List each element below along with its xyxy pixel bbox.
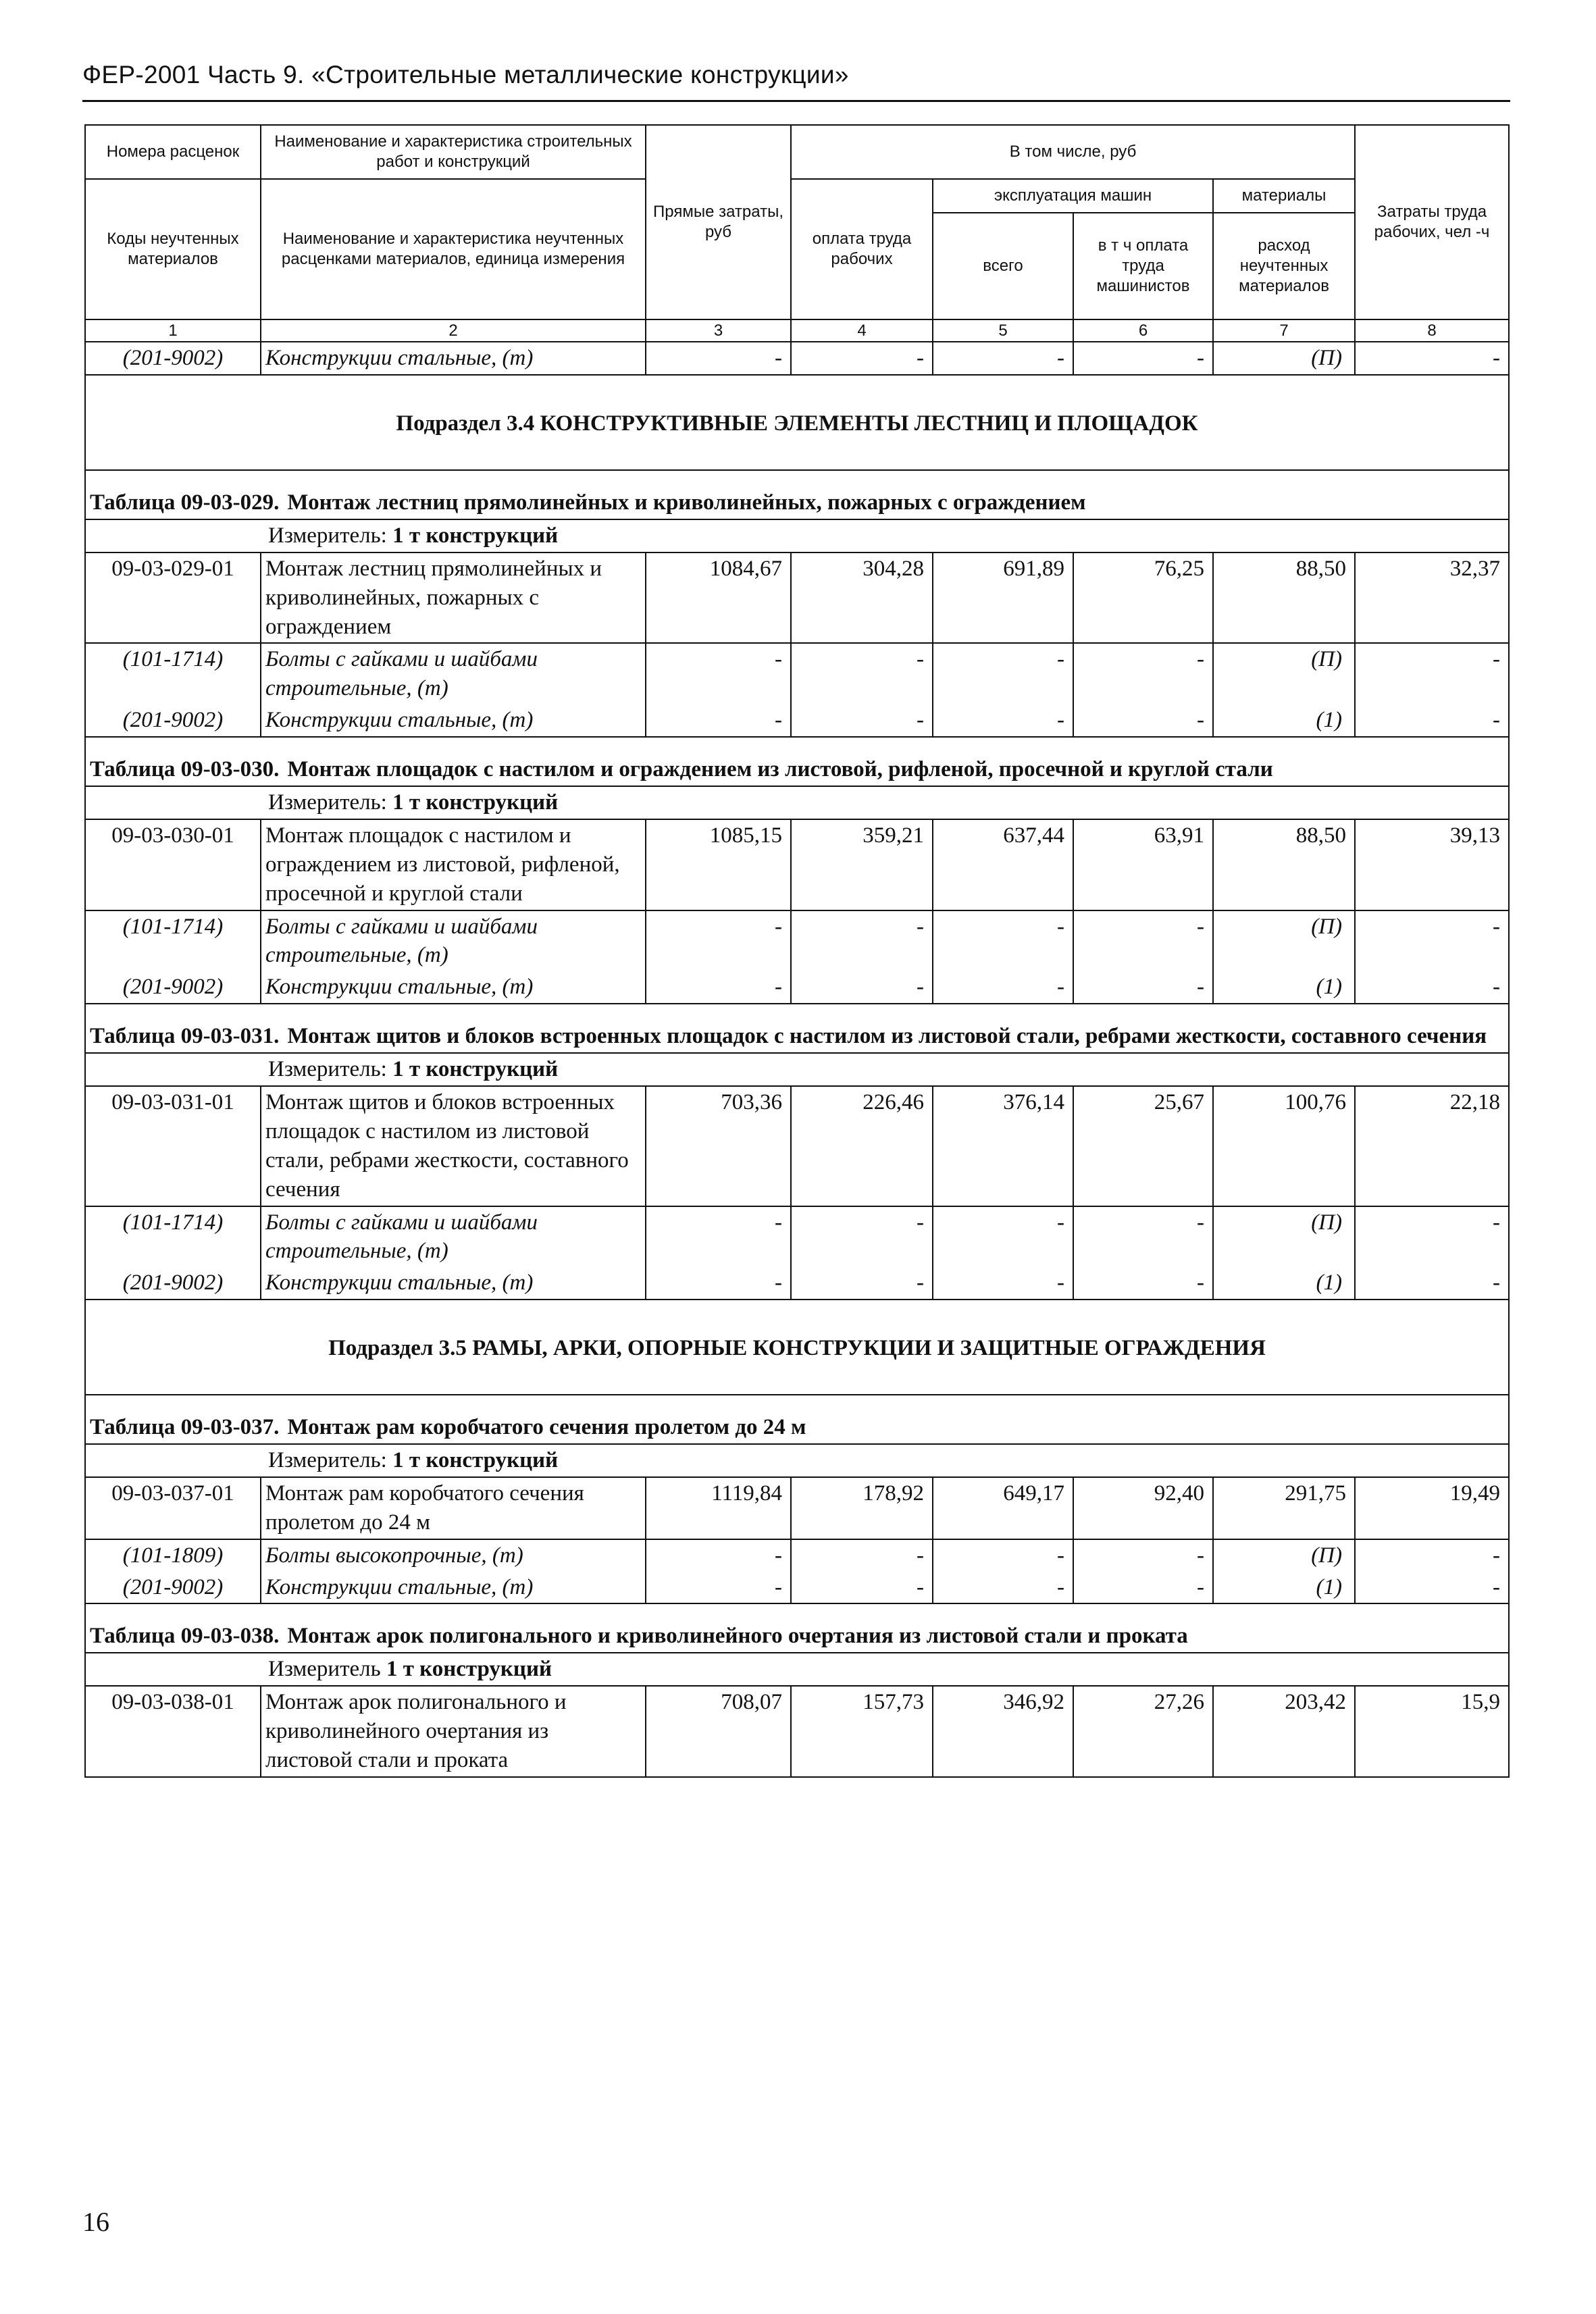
value-c5: 691,89 [933, 552, 1073, 644]
section-heading-row [85, 1300, 1509, 1395]
value-c6: - [1073, 971, 1213, 1004]
col-number: 3 [646, 319, 791, 342]
page-number: 16 [82, 2207, 109, 2237]
table-number: Таблица 09-03-030. [90, 757, 280, 782]
material-name: Конструкции стальные, (т) [261, 1572, 646, 1604]
material-code: (201-9002) [85, 704, 261, 737]
price-table-sheet [84, 124, 1508, 1778]
material-row [85, 1572, 1509, 1604]
value-c4: - [791, 704, 933, 737]
value-c8: - [1355, 342, 1509, 375]
value-c8: 15,9 [1355, 1686, 1509, 1777]
value-c6: - [1073, 1572, 1213, 1604]
table-title-row-cell [85, 470, 1509, 519]
value-c6: - [1073, 910, 1213, 972]
meter-label: Измеритель: [268, 523, 387, 548]
section-heading-row-cell [85, 1300, 1509, 1395]
value-c5: 346,92 [933, 1686, 1073, 1777]
value-c7: (1) [1213, 1572, 1355, 1604]
value-c4: 178,92 [791, 1477, 933, 1539]
section-heading-row-cell [85, 375, 1509, 470]
table-number: Таблица 09-03-031. [90, 1024, 280, 1049]
value-c3: - [646, 342, 791, 375]
table-title: Монтаж площадок с настилом и ограждением из листовой, рифленой, просечной и круглой стали [287, 757, 1273, 782]
meter-row [85, 1444, 1509, 1477]
table-title: Монтаж арок полигонального и криволинейного очертания из листовой стали и проката [287, 1624, 1188, 1649]
value-c4: - [791, 1267, 933, 1300]
material-code: (201-9002) [85, 1572, 261, 1604]
value-c7: (П) [1213, 1206, 1355, 1268]
value-c5: - [933, 643, 1073, 704]
material-code: (201-9002) [85, 342, 261, 375]
value-c6: - [1073, 704, 1213, 737]
value-c4: - [791, 910, 933, 972]
meter-value: 1 т конструкций [392, 523, 559, 548]
value-c4: 304,28 [791, 552, 933, 644]
rate-row [85, 819, 1509, 910]
value-c6: 63,91 [1073, 819, 1213, 910]
rate-name: Монтаж щитов и блоков встроенных площадок с настилом из листовой стали, ребрами жесткости, составного сечения [261, 1086, 646, 1206]
material-code: (101-1809) [85, 1539, 261, 1572]
value-c8: 39,13 [1355, 819, 1509, 910]
material-row [85, 1206, 1509, 1268]
value-c7: 291,75 [1213, 1477, 1355, 1539]
section-title: Подраздел 3.5 РАМЫ, АРКИ, ОПОРНЫЕ КОНСТРУКЦИИ И ЗАЩИТНЫЕ ОГРАЖДЕНИЯ [328, 1336, 1266, 1361]
rate-row [85, 1477, 1509, 1539]
running-header: ФЕР-2001 Часть 9. «Строительные металлические конструкции» [82, 61, 849, 88]
meter-label: Измеритель: [268, 1057, 387, 1082]
value-c6: 76,25 [1073, 552, 1213, 644]
header-machines-labor: в т ч оплата труда машинистов [1073, 213, 1213, 319]
material-name: Болты с гайками и шайбами строительные, (т) [261, 910, 646, 972]
value-c6: 92,40 [1073, 1477, 1213, 1539]
value-c4: 226,46 [791, 1086, 933, 1206]
section-title: Подраздел 3.4 КОНСТРУКТИВНЫЕ ЭЛЕМЕНТЫ ЛЕСТНИЦ И ПЛОЩАДОК [396, 411, 1198, 436]
value-c7: (1) [1213, 971, 1355, 1004]
value-c4: - [791, 971, 933, 1004]
rate-name: Монтаж лестниц прямолинейных и криволинейных, пожарных с ограждением [261, 552, 646, 644]
material-code: (201-9002) [85, 1267, 261, 1300]
meter-value: 1 т конструкций [392, 1448, 559, 1473]
rate-row [85, 1686, 1509, 1777]
rate-code: 09-03-030-01 [85, 819, 261, 910]
value-c5: - [933, 910, 1073, 972]
value-c4: - [791, 643, 933, 704]
value-c3: 1119,84 [646, 1477, 791, 1539]
material-row [85, 910, 1509, 972]
meter-row [85, 1053, 1509, 1086]
value-c3: - [646, 643, 791, 704]
rate-code: 09-03-031-01 [85, 1086, 261, 1206]
value-c6: - [1073, 643, 1213, 704]
value-c7: (1) [1213, 704, 1355, 737]
table-title-row [85, 1004, 1509, 1053]
table-title: Монтаж щитов и блоков встроенных площадок с настилом из листовой стали, ребрами жесткости, составного сечения [287, 1024, 1487, 1049]
table-number: Таблица 09-03-037. [90, 1415, 280, 1440]
meter-row [85, 786, 1509, 819]
value-c4: 359,21 [791, 819, 933, 910]
meter-value: 1 т конструкций [386, 1657, 552, 1682]
table-title-row [85, 1395, 1509, 1444]
price-rows-table [84, 342, 1510, 1778]
value-c3: - [646, 1539, 791, 1572]
value-c4: - [791, 1539, 933, 1572]
value-c7: (П) [1213, 1539, 1355, 1572]
value-c5: 376,14 [933, 1086, 1073, 1206]
value-c5: - [933, 704, 1073, 737]
material-row [85, 643, 1509, 704]
meter-row-cell [85, 1653, 1509, 1686]
meter-row-cell [85, 1053, 1509, 1086]
value-c4: - [791, 342, 933, 375]
header-labor-pay: оплата труда рабочих [791, 179, 933, 319]
meter-row [85, 519, 1509, 552]
value-c7: 203,42 [1213, 1686, 1355, 1777]
meter-row-cell [85, 519, 1509, 552]
header-c2-top: Наименование и характеристика строительных работ и конструкций [261, 125, 646, 179]
material-code: (101-1714) [85, 1206, 261, 1268]
material-row [85, 1267, 1509, 1300]
material-name: Конструкции стальные, (т) [261, 971, 646, 1004]
value-c6: - [1073, 1267, 1213, 1300]
col-number: 4 [791, 319, 933, 342]
meter-label: Измеритель: [268, 790, 387, 815]
value-c7: (П) [1213, 643, 1355, 704]
rate-code: 09-03-029-01 [85, 552, 261, 644]
value-c8: - [1355, 1206, 1509, 1268]
value-c8: - [1355, 1539, 1509, 1572]
table-title: Монтаж рам коробчатого сечения пролетом до 24 м [287, 1415, 806, 1440]
value-c3: - [646, 1267, 791, 1300]
value-c7: 88,50 [1213, 552, 1355, 644]
value-c5: - [933, 971, 1073, 1004]
value-c4: - [791, 1206, 933, 1268]
header-machines-total: всего [933, 213, 1073, 319]
meter-row-cell [85, 786, 1509, 819]
value-c5: - [933, 1539, 1073, 1572]
table-number: Таблица 09-03-029. [90, 490, 280, 515]
meter-label: Измеритель [268, 1657, 381, 1682]
value-c3: 1084,67 [646, 552, 791, 644]
column-header-table [84, 124, 1510, 342]
header-rule [82, 100, 1510, 102]
value-c6: - [1073, 342, 1213, 375]
table-title-row [85, 1603, 1509, 1653]
rate-code: 09-03-038-01 [85, 1686, 261, 1777]
material-row [85, 971, 1509, 1004]
value-c3: 703,36 [646, 1086, 791, 1206]
value-c3: - [646, 910, 791, 972]
value-c5: - [933, 342, 1073, 375]
table-number: Таблица 09-03-038. [90, 1624, 280, 1649]
material-name: Конструкции стальные, (т) [261, 1267, 646, 1300]
col-number: 5 [933, 319, 1073, 342]
meter-row [85, 1653, 1509, 1686]
material-code: (101-1714) [85, 910, 261, 972]
col-number: 8 [1355, 319, 1509, 342]
rate-row [85, 1086, 1509, 1206]
value-c5: - [933, 1206, 1073, 1268]
meter-value: 1 т конструкций [392, 1057, 559, 1082]
value-c8: 22,18 [1355, 1086, 1509, 1206]
header-c1-top: Номера расценок [85, 125, 261, 179]
rate-name: Монтаж рам коробчатого сечения пролетом до 24 м [261, 1477, 646, 1539]
table-title-row [85, 737, 1509, 786]
value-c3: - [646, 971, 791, 1004]
value-c8: - [1355, 910, 1509, 972]
header-machines: эксплуатация машин [933, 179, 1213, 213]
value-c8: - [1355, 643, 1509, 704]
header-labor-cost: Затраты труда рабочих, чел -ч [1355, 125, 1509, 319]
section-heading-row [85, 375, 1509, 470]
meter-row-cell [85, 1444, 1509, 1477]
header-materials-use: расход неучтенных материалов [1213, 213, 1355, 319]
rate-name: Монтаж площадок с настилом и ограждением из листовой, рифленой, просечной и круглой стали [261, 819, 646, 910]
value-c3: 708,07 [646, 1686, 791, 1777]
material-name: Болты с гайками и шайбами строительные, (т) [261, 643, 646, 704]
value-c5: 649,17 [933, 1477, 1073, 1539]
col-number: 2 [261, 319, 646, 342]
material-name: Болты высокопрочные, (т) [261, 1539, 646, 1572]
value-c6: 27,26 [1073, 1686, 1213, 1777]
header-c2-bottom: Наименование и характеристика неучтенных расценками материалов, единица измерения [261, 179, 646, 319]
value-c4: 157,73 [791, 1686, 933, 1777]
value-c7: 88,50 [1213, 819, 1355, 910]
rate-code: 09-03-037-01 [85, 1477, 261, 1539]
value-c8: - [1355, 704, 1509, 737]
material-code: (201-9002) [85, 971, 261, 1004]
value-c8: 32,37 [1355, 552, 1509, 644]
material-row [85, 1539, 1509, 1572]
col-number: 7 [1213, 319, 1355, 342]
value-c3: - [646, 1572, 791, 1604]
header-c3: Прямые затраты, руб [646, 125, 791, 319]
table-title-row-cell [85, 1603, 1509, 1653]
value-c4: - [791, 1572, 933, 1604]
value-c5: - [933, 1267, 1073, 1300]
value-c8: - [1355, 1572, 1509, 1604]
material-name: Конструкции стальные, (т) [261, 704, 646, 737]
material-name: Конструкции стальные, (т) [261, 342, 646, 375]
value-c7: (П) [1213, 342, 1355, 375]
value-c3: - [646, 704, 791, 737]
material-code: (101-1714) [85, 643, 261, 704]
table-title-row-cell [85, 737, 1509, 786]
rate-row [85, 552, 1509, 644]
header-materials: материалы [1213, 179, 1355, 213]
value-c8: - [1355, 1267, 1509, 1300]
value-c3: - [646, 1206, 791, 1268]
value-c8: - [1355, 971, 1509, 1004]
value-c6: - [1073, 1539, 1213, 1572]
meter-value: 1 т конструкций [392, 790, 559, 815]
value-c7: (П) [1213, 910, 1355, 972]
header-c1-bottom: Коды неучтенных материалов [85, 179, 261, 319]
material-row [85, 704, 1509, 737]
value-c7: 100,76 [1213, 1086, 1355, 1206]
table-title-row-cell [85, 1004, 1509, 1053]
meter-label: Измеритель: [268, 1448, 387, 1473]
value-c8: 19,49 [1355, 1477, 1509, 1539]
value-c6: - [1073, 1206, 1213, 1268]
carryover-row [85, 342, 1509, 375]
table-title-row [85, 470, 1509, 519]
value-c5: - [933, 1572, 1073, 1604]
value-c6: 25,67 [1073, 1086, 1213, 1206]
table-title-row-cell [85, 1395, 1509, 1444]
value-c3: 1085,15 [646, 819, 791, 910]
value-c7: (1) [1213, 1267, 1355, 1300]
rate-name: Монтаж арок полигонального и криволинейного очертания из листовой стали и проката [261, 1686, 646, 1777]
col-number: 6 [1073, 319, 1213, 342]
header-including: В том числе, руб [791, 125, 1355, 179]
col-number: 1 [85, 319, 261, 342]
value-c5: 637,44 [933, 819, 1073, 910]
material-name: Болты с гайками и шайбами строительные, (т) [261, 1206, 646, 1268]
table-title: Монтаж лестниц прямолинейных и криволинейных, пожарных с ограждением [287, 490, 1086, 515]
